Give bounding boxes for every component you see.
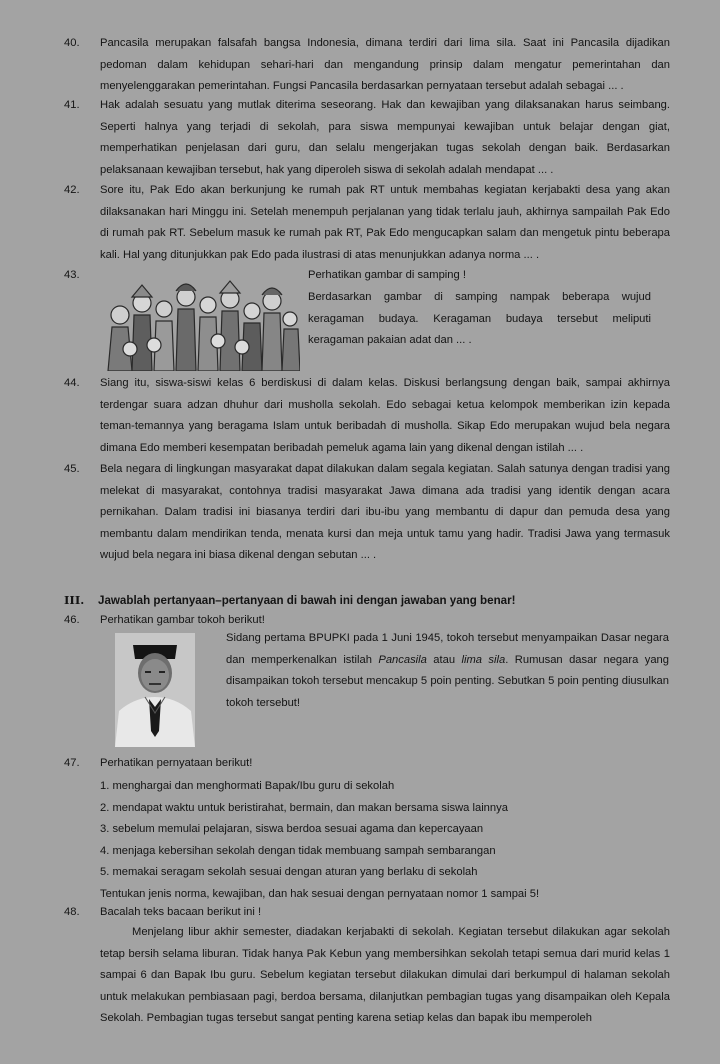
text-part: . Rumusan dasar negara yang disampaikan tokoh tersebut mencakup 5 poin penting. Sebutkan 5 poin penting diusulkan tokoh tersebut! <box>226 653 669 709</box>
question-number: 43. <box>64 269 80 281</box>
italic-term: lima sila <box>461 653 506 666</box>
question-number: 41. <box>64 99 80 111</box>
question-text: Bela negara di lingkungan masyarakat dapat dilakukan dalam segala kegiatan. Salah satunya dengan tradisi yang melekat di masyarakat, contohnya tradisi masyarakat Jawa dimana ada tradisi yang identik dengan acara pernikahan. Dalam tradisi ini biasanya terdiri dari ibu-ibu yang membantu di dapur dan pemuda desa yang membantu dalam mendirikan tenda, menata kursi dan meja untuk tamu yang hadir. Tradisi Jawa yang termasuk wujud bela negara ini biasa dikenal dengan sebutan ... . <box>100 463 670 561</box>
question-number: 48. <box>64 906 80 918</box>
list-item: 1. menghargai dan menghormati Bapak/Ibu guru di sekolah <box>100 780 395 792</box>
section-3-heading <box>64 592 516 609</box>
question-text: Berdasarkan gambar di samping nampak beberapa wujud keragaman budaya. Keragaman budaya tersebut meliputi keragaman pakaian adat dan ... . <box>308 291 651 346</box>
question-number: 46. <box>64 614 80 626</box>
list-item: 4. menjaga kebersihan sekolah dengan tidak membuang sampah sembarangan <box>100 845 496 857</box>
question-number: 44. <box>64 377 80 389</box>
question-instruction: Perhatikan pernyataan berikut! <box>100 757 253 769</box>
question-instruction: Perhatikan gambar tokoh berikut! <box>100 614 265 626</box>
question-number: 45. <box>64 463 80 475</box>
question-number: 42. <box>64 184 80 196</box>
list-item: 2. mendapat waktu untuk beristirahat, bermain, dan makan bersama siswa lainnya <box>100 802 508 814</box>
question-text: Sore itu, Pak Edo akan berkunjung ke rumah pak RT untuk membahas kegiatan kerjabakti desa yang akan dilaksanakan hari Minggu ini. Setelah menempuh perjalanan yang tidak terlalu jauh, akhirnya sampailah Pak Edo di rumah pak RT. Sebelum masuk ke rumah pak RT, Pak Edo mengucapkan salam dan mengetuk pintu beberapa kali. Hal yang ditunjukkan pak Edo pada ilustrasi di atas menunjukkan adanya norma ... . <box>100 184 670 261</box>
text-part: atau <box>426 653 462 666</box>
list-item: 5. memakai seragam sekolah sesuai dengan aturan yang berlaku di sekolah <box>100 866 478 878</box>
section-title: Jawablah pertanyaan–pertanyaan di bawah ini dengan jawaban yang benar! <box>98 594 516 607</box>
question-instruction: Perhatikan gambar di samping ! <box>308 269 466 281</box>
question-number: 47. <box>64 757 80 769</box>
list-item: 3. sebelum memulai pelajaran, siswa berdoa sesuai agama dan kepercayaan <box>100 823 484 835</box>
text-part: Sidang pertama BPUPKI pada 1 Juni 1945, tokoh tersebut menyampaikan Dasar negara dan memperkenalkan istilah <box>226 632 669 666</box>
question-text: Hak adalah sesuatu yang mutlak diterima seseorang. Hak dan kewajiban yang dilaksanakan harus seimbang. Seperti halnya yang terjadi di sekolah, para siswa mempunyai kewajiban untuk belajar dengan giat, memperhatikan penjelasan dari guru, dan selalu mengerjakan tugas sekolah dengan baik. Berdasarkan pelaksanaan kewajiban tersebut, hak yang diperoleh siswa di sekolah adalah mendapat ... . <box>100 99 670 176</box>
tokoh-portrait-photo <box>115 633 195 747</box>
reading-passage: Menjelang libur akhir semester, diadakan kerjabakti di sekolah. Kegiatan tersebut dilakukan agar sekolah tetap bersih selama liburan. Tidak hanya Pak Kebun yang membersihkan sekolah tetapi semua dari murid kelas 1 sampai 6 dan Bapak Ibu guru. Sebelum kegiatan tersebut dilakukan dimulai dari berkumpul di halaman sekolah untuk melakukan pembiasaan pagi, berdoa bersama, dilanjutkan pembagian tugas yang disampaikan oleh Kepala Sekolah. Pembagian tugas tersebut sangat penting karena setiap kelas dan bapak ibu memperoleh <box>100 926 670 1024</box>
question-text: Siang itu, siswa-siswi kelas 6 berdiskusi di dalam kelas. Diskusi berlangsung dengan baik, sampai akhirnya terdengar suara adzan dhuhur dari musholla sekolah. Edo sebagai ketua kelompok memberikan izin kepada teman-temannya yang beragama Islam untuk beribadah di musholla. Sikap Edo merupakan wujud bela negara dimana Edo memberi kesempatan beribadah pemeluk agama lain yang dikenal dengan istilah ... . <box>100 377 670 454</box>
italic-term: Pancasila <box>378 653 427 666</box>
cultural-costumes-illustration <box>102 275 300 371</box>
question-text: Pancasila merupakan falsafah bangsa Indonesia, dimana terdiri dari lima sila. Saat ini Pancasila dijadikan pedoman dalam kehidupan sehari-hari dan mengandung prinsip dalam mengatur pemerintahan dan menyelenggarakan pemerintahan. Fungsi Pancasila berdasarkan pernyataan tersebut adalah sebagai ... . <box>100 37 670 92</box>
question-closing: Tentukan jenis norma, kewajiban, dan hak sesuai dengan pernyataan nomor 1 sampai 5! <box>100 888 540 900</box>
question-text <box>226 628 669 714</box>
question-number: 40. <box>64 37 80 49</box>
question-instruction: Bacalah teks bacaan berikut ini ! <box>100 906 262 918</box>
section-number: III. <box>64 593 85 607</box>
